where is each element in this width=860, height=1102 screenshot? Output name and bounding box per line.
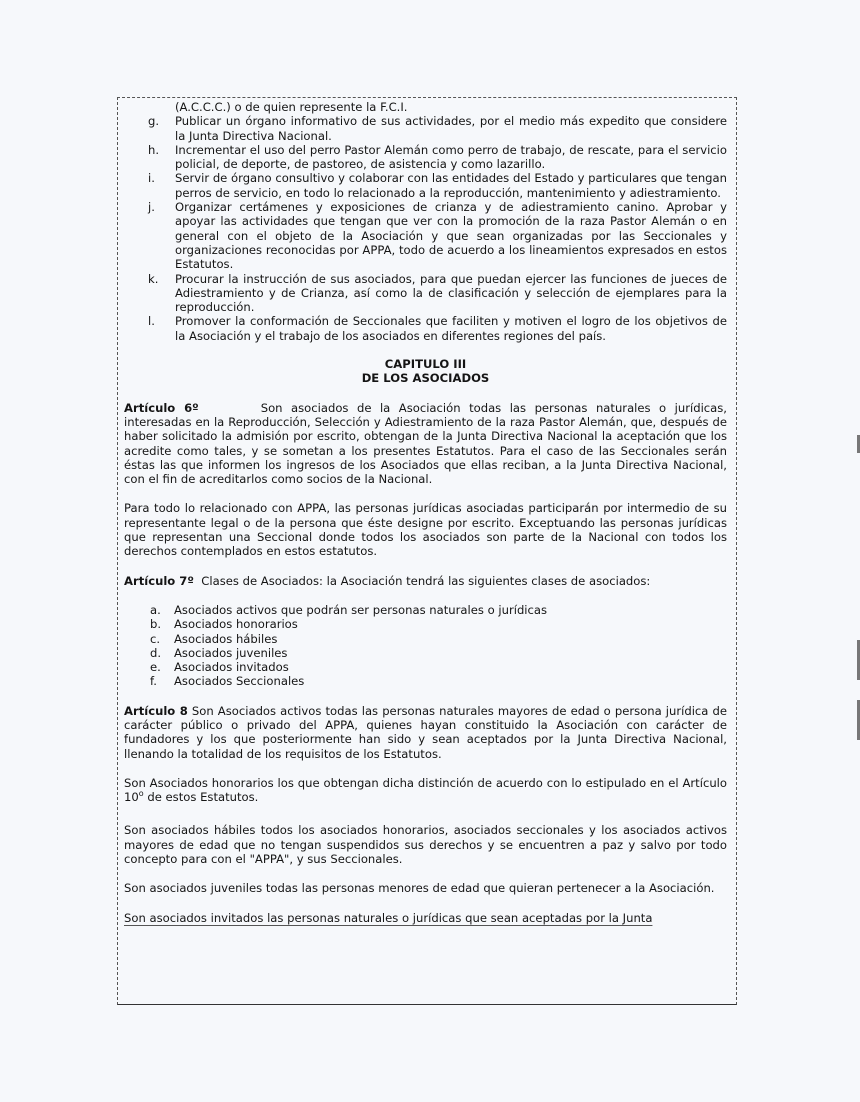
objective-item-text: Organizar certámenes y exposiciones de crianza y de adiestramiento canino. Aprobar y apoyar las actividades que tengan que ver con la promoción de la raza Pastor Alemán o en general con el objeto de la Asociación y que sean organizadas por las Seccionales y organizaciones reconocidas por APPA, todo de acuerdo a los lineamientos expresados en estos Estatutos. <box>175 200 727 272</box>
document-content <box>124 100 727 925</box>
member-class-item-marker: c. <box>150 631 161 646</box>
member-class-item <box>150 603 727 617</box>
member-class-item-text: Asociados hábiles <box>174 631 278 646</box>
paragraph-invitados: Son asociados invitados las personas naturales o jurídicas que sean aceptadas por la Junta <box>124 910 653 925</box>
objective-item-marker: i. <box>148 171 155 186</box>
member-class-item <box>150 646 727 660</box>
objective-item <box>124 272 727 315</box>
member-class-item <box>150 632 727 646</box>
chapter-title: CAPITULO III <box>384 357 467 372</box>
article-6 <box>124 401 727 487</box>
objective-item <box>124 314 727 343</box>
honorarios-text-end: de estos Estatutos. <box>143 790 259 805</box>
member-class-item <box>150 674 727 688</box>
member-class-item-marker: b. <box>150 617 162 632</box>
objectives-list <box>124 114 727 343</box>
member-class-item <box>150 660 727 674</box>
objective-item <box>124 114 727 143</box>
objective-item <box>124 171 727 200</box>
objective-item-marker: g. <box>148 114 160 129</box>
member-classes-list <box>124 603 727 689</box>
honorarios-text: Son Asociados honorarios los que obtengan dicha distinción de acuerdo con lo estipulado en el Artículo 10 <box>124 775 727 805</box>
member-class-item-marker: e. <box>150 660 161 675</box>
honorarios-sup: o <box>138 789 144 799</box>
paragraph-juveniles: Son asociados juveniles todas las personas menores de edad que quieran pertenecer a la Asociación. <box>124 881 715 896</box>
objective-item-marker: j. <box>148 200 155 215</box>
objective-item-text: Publicar un órgano informativo de sus actividades, por el medio más expedito que considere la Junta Directiva Nacional. <box>175 114 727 143</box>
objective-item-marker: k. <box>148 271 159 286</box>
paragraph-honorarios <box>124 776 727 805</box>
objective-item-text: Servir de órgano consultivo y colaborar con las entidades del Estado y particulares que tengan perros de servicio, en todo lo relacionado a la reproducción, mantenimiento y adiestramiento. <box>175 171 727 200</box>
article-6-text: Son asociados de la Asociación todas las personas naturales o jurídicas, interesadas en la Reproducción, Selección y Adiestramiento de la raza Pastor Alemán, que, después de haber solicitado la admisión por escrito, obtengan de la Junta Directiva Nacional la aceptación que los acredite como tales, y se sometan a los presentes Estatutos. Para el caso de las Seccionales serán éstas las que informen los ingresos de los Asociados que ellas reciban, a la Junta Directiva Nacional, con el fin de acreditarlos como socios de la Nacional. <box>124 400 727 487</box>
paragraph-habiles: Son asociados hábiles todos los asociados honorarios, asociados seccionales y los asociados activos mayores de edad que no tengan suspendidos sus derechos y se encuentren a paz y salvo por todo concepto para con el "APPA", y sus Seccionales. <box>124 823 727 867</box>
objective-item-text: Promover la conformación de Seccionales que faciliten y motiven el logro de los objetivos de la Asociación y el trabajo de los asociados en diferentes regiones del país. <box>175 314 727 343</box>
article-7-text: Clases de Asociados: la Asociación tendrá las siguientes clases de asociados: <box>201 573 651 588</box>
paragraph-appa: Para todo lo relacionado con APPA, las personas jurídicas asociadas participarán por intermedio de su representante legal o de la persona que éste designe por escrito. Exceptuando las personas jurídicas que representan una Seccional donde todos los asociados son parte de la Nacional con todos los derechos contemplados en estos estatutos. <box>124 501 727 559</box>
member-class-item-marker: d. <box>150 645 162 660</box>
member-class-item-text: Asociados activos que podrán ser personas naturales o jurídicas <box>174 602 548 617</box>
objective-item-text: Incrementar el uso del perro Pastor Alemán como perro de trabajo, de rescate, para el servicio policial, de deporte, de pastoreo, de asistencia y como lazarillo. <box>175 142 727 172</box>
objective-item <box>124 143 727 172</box>
member-class-item <box>150 617 727 631</box>
member-class-item-text: Asociados Seccionales <box>174 674 305 689</box>
list-continuation: (A.C.C.C.) o de quien represente la F.C.I. <box>175 100 408 114</box>
article-7 <box>124 574 727 588</box>
article-6-label: Artículo 6º <box>124 400 199 415</box>
member-class-item-text: Asociados invitados <box>174 660 289 675</box>
objective-item-text: Procurar la instrucción de sus asociados, para que puedan ejercer las funciones de jueces de Adiestramiento y de Crianza, así como la de clasificación y selección de ejemplares para la reproducción. <box>175 271 727 315</box>
article-8-label: Artículo 8 <box>124 703 188 718</box>
objective-item-marker: l. <box>148 314 155 329</box>
article-8 <box>124 704 727 761</box>
member-class-item-text: Asociados honorarios <box>174 617 298 632</box>
member-class-item-marker: a. <box>150 602 161 617</box>
member-class-item-marker: f. <box>150 674 157 689</box>
objective-item <box>124 200 727 271</box>
objective-item-marker: h. <box>148 142 160 157</box>
member-class-item-text: Asociados juveniles <box>174 645 288 660</box>
article-7-label: Artículo 7º <box>124 573 194 588</box>
article-8-text: Son Asociados activos todas las personas naturales mayores de edad o persona jurídica de carácter público o privado del APPA, quienes hayan constituido la Asociación con carácter de fundadores y los que posteriormente han sido y sean aceptados por la Junta Directiva Nacional, llenando la totalidad de los requisitos de los Estatutos. <box>124 703 728 761</box>
chapter-subtitle: DE LOS ASOCIADOS <box>361 371 490 386</box>
